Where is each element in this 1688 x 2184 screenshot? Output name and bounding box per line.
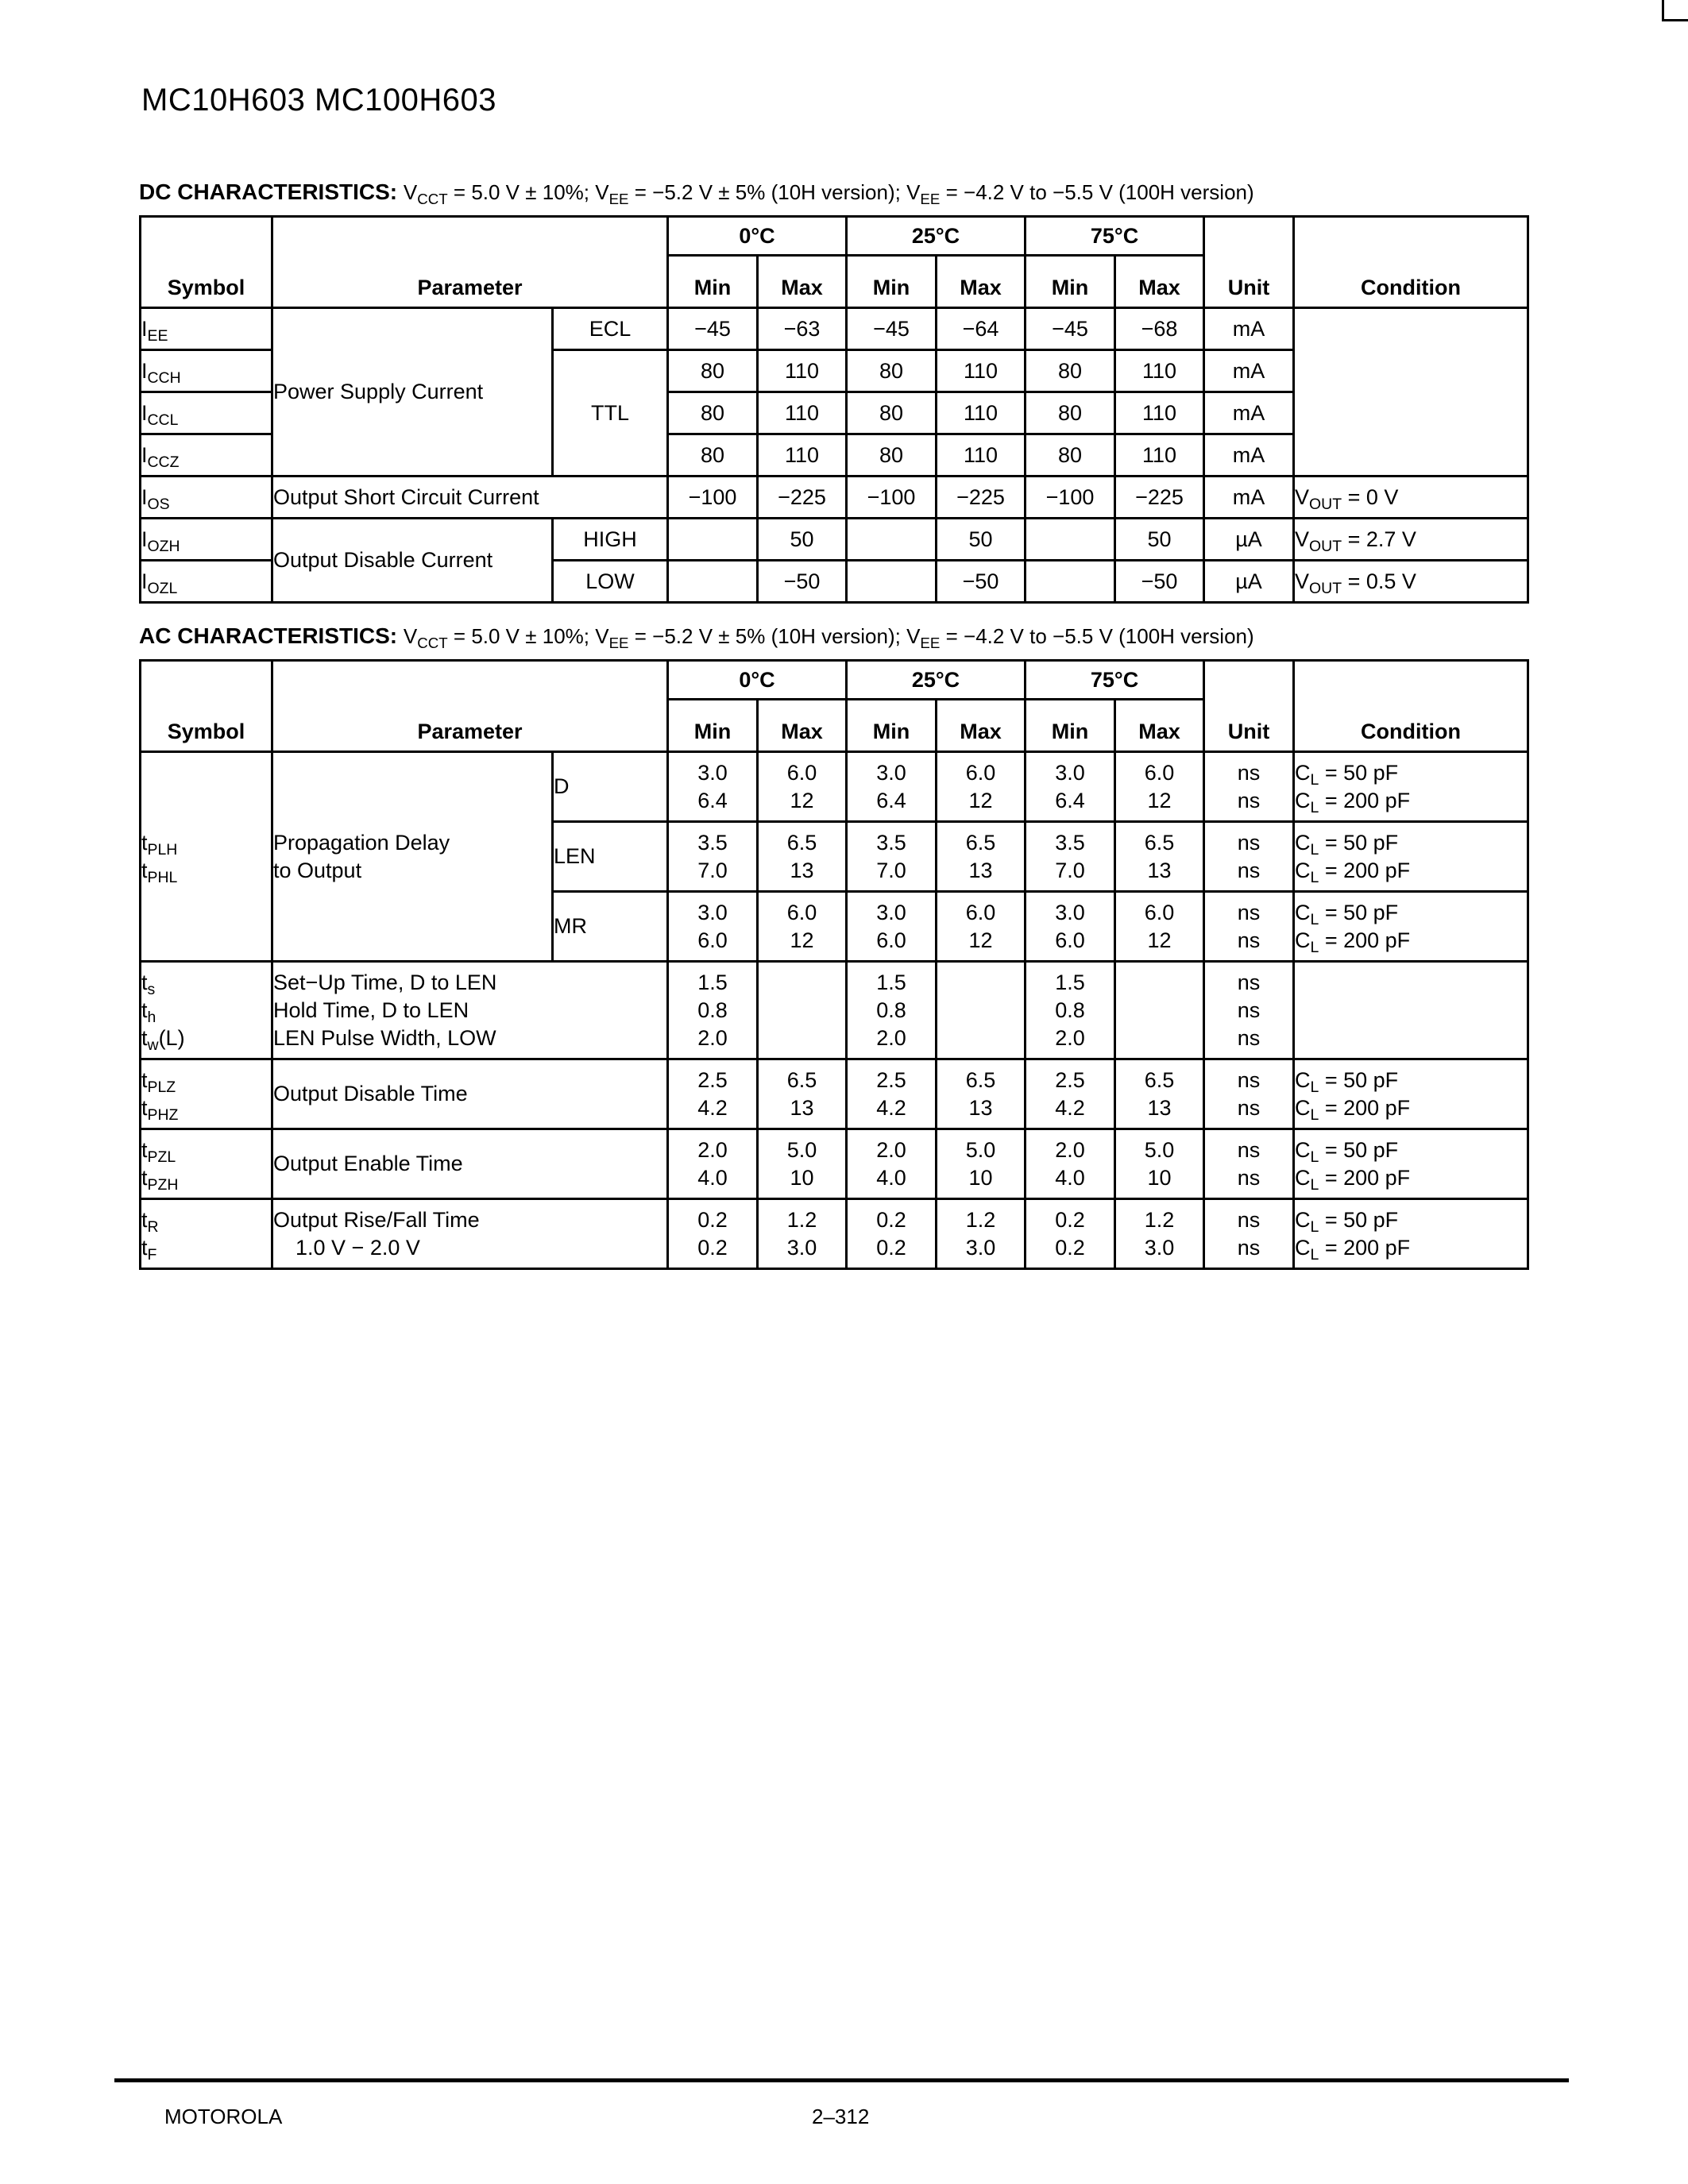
dc-header-temp-25: 25°C — [847, 217, 1026, 256]
table-row — [141, 1059, 1528, 1129]
value-cell: 110 — [937, 392, 1026, 434]
symbol-cell: $I_{OS}$ — [141, 477, 272, 519]
symbol-cell: $I_{OZL}$ — [141, 561, 272, 603]
dc-header-max: Max — [1115, 256, 1204, 308]
value-cell: −100 — [668, 477, 758, 519]
value-cell: −45 — [847, 308, 937, 350]
unit-cell: µA — [1204, 519, 1294, 561]
value-cell: 6.0 12 — [1115, 892, 1204, 962]
value-cell: 6.5 13 — [937, 1059, 1026, 1129]
value-cell — [668, 561, 758, 603]
value-cell: 1.5 0.8 2.0 — [1026, 962, 1115, 1059]
dc-header-min: Min — [847, 256, 937, 308]
unit-cell: ns ns — [1204, 1199, 1294, 1269]
condition-cell: $C_L = 50$ pF $C_L = 200$ pF — [1294, 752, 1528, 822]
ac-header-condition: Condition — [1294, 661, 1528, 752]
subparameter-cell: LEN — [553, 822, 668, 892]
value-cell: 2.5 4.2 — [847, 1059, 937, 1129]
ac-conditions: $V_{CCT} = 5.0$ V ± 10%; $V_{EE} = -5.2$ V ± 5% (10H version); $V_{EE} = -4.2$ V to −5.5 V (100H version) — [403, 624, 1254, 651]
value-cell — [1115, 962, 1204, 1059]
value-cell: −64 — [937, 308, 1026, 350]
dc-section-title — [139, 179, 1254, 205]
value-cell: 80 — [847, 434, 937, 477]
ac-header-symbol: Symbol — [141, 661, 272, 752]
table-row — [141, 962, 1528, 1059]
ac-header-max: Max — [937, 700, 1026, 752]
unit-cell: mA — [1204, 477, 1294, 519]
ac-header-max: Max — [758, 700, 847, 752]
symbol-cell: $t_{PLZ}$ $t_{PHZ}$ — [141, 1059, 272, 1129]
condition-cell: $V_{OUT} = 2.7$ V — [1294, 519, 1528, 561]
subparameter-cell: TTL — [553, 350, 668, 477]
value-cell: 3.0 6.4 — [668, 752, 758, 822]
value-cell — [1026, 561, 1115, 603]
dc-header-symbol: Symbol — [141, 217, 272, 308]
ac-header-temp-25: 25°C — [847, 661, 1026, 700]
symbol-cell: $I_{CCZ}$ — [141, 434, 272, 477]
ac-header-min: Min — [847, 700, 937, 752]
symbol-cell: $t_s$ $t_h$ $t_w(L)$ — [141, 962, 272, 1059]
value-cell: 50 — [937, 519, 1026, 561]
symbol-cell: $t_R$ $t_F$ — [141, 1199, 272, 1269]
table-row — [141, 1199, 1528, 1269]
value-cell: −100 — [847, 477, 937, 519]
unit-cell: ns ns — [1204, 752, 1294, 822]
value-cell: −50 — [758, 561, 847, 603]
value-cell: −100 — [1026, 477, 1115, 519]
value-cell: 2.5 4.2 — [1026, 1059, 1115, 1129]
value-cell: 5.0 10 — [937, 1129, 1026, 1199]
value-cell: 3.0 6.0 — [668, 892, 758, 962]
value-cell — [847, 519, 937, 561]
value-cell: 5.0 10 — [758, 1129, 847, 1199]
value-cell: 3.0 6.0 — [1026, 892, 1115, 962]
value-cell: −45 — [1026, 308, 1115, 350]
ac-header-unit: Unit — [1204, 661, 1294, 752]
dc-title-label: DC CHARACTERISTICS: — [139, 179, 398, 204]
value-cell: −50 — [1115, 561, 1204, 603]
unit-cell: ns ns — [1204, 1129, 1294, 1199]
dc-header-temp-75: 75°C — [1026, 217, 1204, 256]
footer-brand: MOTOROLA — [164, 2105, 283, 2128]
dc-header-min: Min — [668, 256, 758, 308]
table-row — [141, 477, 1528, 519]
value-cell: −63 — [758, 308, 847, 350]
value-cell — [758, 962, 847, 1059]
value-cell: 3.0 6.4 — [1026, 752, 1115, 822]
value-cell: 80 — [847, 392, 937, 434]
parameter-cell: Propagation Delay to Output — [272, 752, 553, 962]
ac-header-parameter: Parameter — [272, 661, 668, 752]
ac-characteristics-table — [139, 659, 1529, 1270]
condition-cell: $C_L = 50$ pF $C_L = 200$ pF — [1294, 822, 1528, 892]
value-cell: −225 — [937, 477, 1026, 519]
value-cell: 3.0 6.0 — [847, 892, 937, 962]
value-cell — [668, 519, 758, 561]
value-cell: −45 — [668, 308, 758, 350]
value-cell: 80 — [668, 392, 758, 434]
unit-cell: ns ns ns — [1204, 962, 1294, 1059]
parameter-cell: Power Supply Current — [272, 308, 553, 477]
value-cell: 3.5 7.0 — [1026, 822, 1115, 892]
subparameter-cell: ECL — [553, 308, 668, 350]
value-cell: 6.0 12 — [758, 892, 847, 962]
value-cell: 6.5 13 — [937, 822, 1026, 892]
value-cell: 1.2 3.0 — [1115, 1199, 1204, 1269]
value-cell: 0.2 0.2 — [847, 1199, 937, 1269]
value-cell: 6.5 13 — [758, 822, 847, 892]
value-cell: 1.5 0.8 2.0 — [668, 962, 758, 1059]
table-row — [141, 519, 1528, 561]
dc-conditions: $V_{CCT} = 5.0$ V ± 10%; $V_{EE} = -5.2$ V ± 5% (10H version); $V_{EE} = -4.2$ V to −5.5 V (100H version) — [403, 180, 1254, 207]
value-cell: 110 — [758, 350, 847, 392]
value-cell: 80 — [847, 350, 937, 392]
value-cell: 6.5 13 — [1115, 1059, 1204, 1129]
dc-header-min: Min — [1026, 256, 1115, 308]
ac-header-min: Min — [1026, 700, 1115, 752]
ac-section-title — [139, 623, 1254, 649]
condition-cell: $V_{OUT} = 0$ V — [1294, 477, 1528, 519]
value-cell: 110 — [1115, 392, 1204, 434]
unit-cell: mA — [1204, 434, 1294, 477]
condition-cell: $V_{OUT} = 0.5$ V — [1294, 561, 1528, 603]
value-cell — [847, 561, 937, 603]
value-cell: 6.0 12 — [937, 892, 1026, 962]
value-cell: −225 — [1115, 477, 1204, 519]
symbol-cell: $I_{CCL}$ — [141, 392, 272, 434]
symbol-cell: $I_{EE}$ — [141, 308, 272, 350]
value-cell: −225 — [758, 477, 847, 519]
value-cell: 2.0 4.0 — [668, 1129, 758, 1199]
dc-characteristics-table — [139, 215, 1529, 604]
value-cell: 3.0 6.4 — [847, 752, 937, 822]
ac-header-temp-0: 0°C — [668, 661, 847, 700]
unit-cell: mA — [1204, 392, 1294, 434]
value-cell: −68 — [1115, 308, 1204, 350]
parameter-cell: Output Disable Current — [272, 519, 553, 603]
condition-cell: $C_L = 50$ pF $C_L = 200$ pF — [1294, 1199, 1528, 1269]
value-cell: 0.2 0.2 — [1026, 1199, 1115, 1269]
value-cell: 80 — [668, 434, 758, 477]
value-cell: 110 — [758, 392, 847, 434]
condition-cell — [1294, 962, 1528, 1059]
ac-header-min: Min — [668, 700, 758, 752]
value-cell: 50 — [758, 519, 847, 561]
value-cell: 6.5 13 — [1115, 822, 1204, 892]
subparameter-cell: HIGH — [553, 519, 668, 561]
condition-cell — [1294, 308, 1528, 477]
value-cell: −50 — [937, 561, 1026, 603]
document-title: MC10H603 MC100H603 — [141, 83, 497, 118]
symbol-cell: $t_{PZL}$ $t_{PZH}$ — [141, 1129, 272, 1199]
table-row — [141, 752, 1528, 822]
value-cell — [937, 962, 1026, 1059]
value-cell: 110 — [937, 434, 1026, 477]
ac-header-temp-75: 75°C — [1026, 661, 1204, 700]
value-cell: 110 — [937, 350, 1026, 392]
dc-header-max: Max — [758, 256, 847, 308]
unit-cell: ns ns — [1204, 822, 1294, 892]
value-cell: 1.5 0.8 2.0 — [847, 962, 937, 1059]
value-cell: 2.0 4.0 — [847, 1129, 937, 1199]
parameter-cell: Output Enable Time — [272, 1129, 668, 1199]
dc-header-max: Max — [937, 256, 1026, 308]
unit-cell: mA — [1204, 308, 1294, 350]
value-cell: 2.5 4.2 — [668, 1059, 758, 1129]
value-cell: 2.0 4.0 — [1026, 1129, 1115, 1199]
table-row — [141, 1129, 1528, 1199]
subparameter-cell: D — [553, 752, 668, 822]
value-cell: 0.2 0.2 — [668, 1199, 758, 1269]
condition-cell: $C_L = 50$ pF $C_L = 200$ pF — [1294, 1129, 1528, 1199]
value-cell: 80 — [1026, 434, 1115, 477]
symbol-cell: $I_{OZH}$ — [141, 519, 272, 561]
value-cell: 6.0 12 — [1115, 752, 1204, 822]
parameter-cell: Output Rise/Fall Time 1.0 V − 2.0 V — [272, 1199, 668, 1269]
table-row — [141, 308, 1528, 350]
value-cell: 3.5 7.0 — [847, 822, 937, 892]
ac-header-max: Max — [1115, 700, 1204, 752]
unit-cell: mA — [1204, 350, 1294, 392]
value-cell: 3.5 7.0 — [668, 822, 758, 892]
unit-cell: µA — [1204, 561, 1294, 603]
symbol-cell: $I_{CCH}$ — [141, 350, 272, 392]
parameter-cell: Output Short Circuit Current — [272, 477, 668, 519]
value-cell: 5.0 10 — [1115, 1129, 1204, 1199]
symbol-cell: $t_{PLH}$ $t_{PHL}$ — [141, 752, 272, 962]
parameter-cell: Output Disable Time — [272, 1059, 668, 1129]
value-cell: 80 — [1026, 392, 1115, 434]
dc-header-temp-0: 0°C — [668, 217, 847, 256]
value-cell: 80 — [1026, 350, 1115, 392]
ac-title-label: AC CHARACTERISTICS: — [139, 623, 398, 648]
value-cell: 6.0 12 — [758, 752, 847, 822]
subparameter-cell: LOW — [553, 561, 668, 603]
dc-header-condition: Condition — [1294, 217, 1528, 308]
dc-header-unit: Unit — [1204, 217, 1294, 308]
footer-page-number: 2–312 — [812, 2105, 870, 2128]
value-cell: 1.2 3.0 — [937, 1199, 1026, 1269]
corner-crop-mark — [1662, 0, 1688, 21]
value-cell: 50 — [1115, 519, 1204, 561]
dc-header-parameter: Parameter — [272, 217, 668, 308]
value-cell: 1.2 3.0 — [758, 1199, 847, 1269]
value-cell: 6.0 12 — [937, 752, 1026, 822]
value-cell: 6.5 13 — [758, 1059, 847, 1129]
subparameter-cell: MR — [553, 892, 668, 962]
footer-divider — [114, 2078, 1569, 2082]
parameter-cell: Set−Up Time, D to LEN Hold Time, D to LEN LEN Pulse Width, LOW — [272, 962, 668, 1059]
condition-cell: $C_L = 50$ pF $C_L = 200$ pF — [1294, 1059, 1528, 1129]
value-cell: 80 — [668, 350, 758, 392]
value-cell — [1026, 519, 1115, 561]
condition-cell: $C_L = 50$ pF $C_L = 200$ pF — [1294, 892, 1528, 962]
value-cell: 110 — [1115, 350, 1204, 392]
value-cell: 110 — [758, 434, 847, 477]
unit-cell: ns ns — [1204, 892, 1294, 962]
unit-cell: ns ns — [1204, 1059, 1294, 1129]
value-cell: 110 — [1115, 434, 1204, 477]
